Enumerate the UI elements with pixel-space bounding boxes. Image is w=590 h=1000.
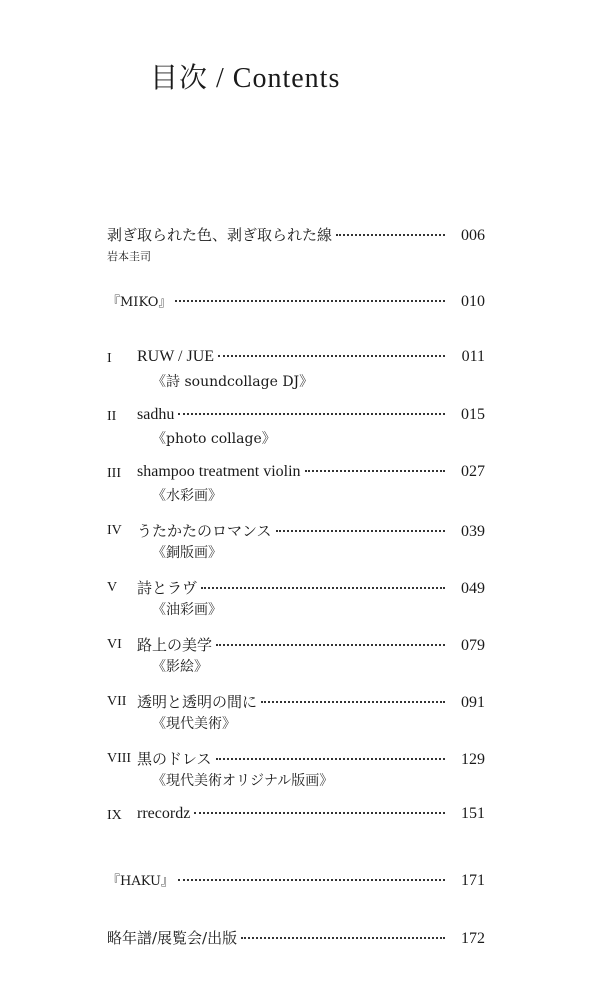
toc-entry-chapter [137, 520, 485, 541]
entry-subtitle: 《現代美術》 [152, 716, 236, 732]
page-number: 172 [461, 930, 485, 947]
toc-entry-miko [107, 291, 485, 311]
toc-entry-chapter [137, 463, 485, 481]
page-number: 079 [461, 637, 485, 654]
entry-title: 路上の美学 [137, 636, 213, 654]
dot-leader [218, 355, 445, 357]
dot-leader [216, 644, 445, 646]
page-title: 目次 / Contents [150, 63, 341, 94]
toc-entry-chapter [137, 691, 485, 712]
toc-entry-chronology [107, 927, 485, 948]
page-number: 039 [461, 523, 485, 540]
dot-leader [305, 470, 445, 472]
entry-title: 詩とラヴ [137, 579, 198, 597]
toc-entry-chapter [137, 634, 485, 655]
entry-title: 『HAKU』 [107, 874, 174, 889]
dot-leader [194, 812, 445, 814]
dot-leader [201, 587, 445, 589]
toc-entry-chapter [137, 805, 485, 823]
dot-leader [178, 413, 445, 415]
entry-subtitle: 《影絵》 [152, 659, 208, 675]
chapter-numeral: VI [107, 637, 122, 652]
toc-entry-chapter [137, 748, 485, 769]
page-number: 151 [461, 805, 485, 822]
chapter-numeral: IX [107, 808, 122, 823]
entry-title: RUW / JUE [137, 348, 215, 365]
chapter-numeral: I [107, 351, 112, 366]
page-number: 011 [461, 348, 485, 365]
entry-subtitle: 《詩 soundcollage DJ》 [152, 374, 314, 390]
toc-entry-chapter [137, 348, 485, 366]
toc-entry-chapter [137, 406, 485, 424]
entry-title: 黒のドレス [137, 750, 212, 768]
toc-entry-haku [107, 870, 485, 890]
dot-leader [216, 758, 445, 760]
chapter-numeral: V [107, 580, 118, 595]
entry-author: 岩本圭司 [107, 250, 151, 263]
chapter-numeral: VII [107, 694, 127, 709]
dot-leader [178, 879, 445, 881]
entry-subtitle: 《現代美術オリジナル版画》 [152, 773, 334, 789]
page-number: 027 [461, 463, 485, 480]
toc-entry-essay [107, 224, 485, 245]
page-number: 171 [461, 872, 485, 889]
dot-leader [276, 530, 445, 532]
toc-entry-chapter [137, 577, 485, 598]
chapter-numeral: II [107, 409, 117, 424]
dot-leader [336, 234, 445, 236]
page-number: 049 [461, 580, 485, 597]
entry-title: うたかたのロマンス [137, 522, 272, 540]
dot-leader [241, 937, 445, 939]
page-number: 006 [461, 227, 485, 244]
page-number: 015 [461, 406, 485, 423]
entry-subtitle: 《photo collage》 [152, 431, 276, 447]
dot-leader [261, 701, 445, 703]
entry-title: 剥ぎ取られた色、剥ぎ取られた線 [107, 226, 333, 244]
page-number: 129 [461, 751, 485, 768]
entry-title: 透明と透明の間に [137, 693, 258, 711]
page-number: 010 [461, 293, 485, 310]
chapter-numeral: VIII [107, 751, 132, 766]
dot-leader [175, 300, 445, 302]
entry-subtitle: 《油彩画》 [152, 602, 222, 618]
entry-title: shampoo treatment violin [137, 463, 301, 480]
entry-title: 略年譜/展覧会/出版 [107, 929, 238, 947]
entry-title: sadhu [137, 406, 175, 423]
chapter-numeral: IV [107, 523, 122, 538]
entry-subtitle: 《水彩画》 [152, 488, 222, 504]
chapter-numeral: III [107, 466, 121, 481]
entry-title: 『MIKO』 [107, 295, 172, 310]
page-number: 091 [461, 694, 485, 711]
entry-subtitle: 《銅版画》 [152, 545, 222, 561]
entry-title: rrecordz [137, 805, 191, 822]
